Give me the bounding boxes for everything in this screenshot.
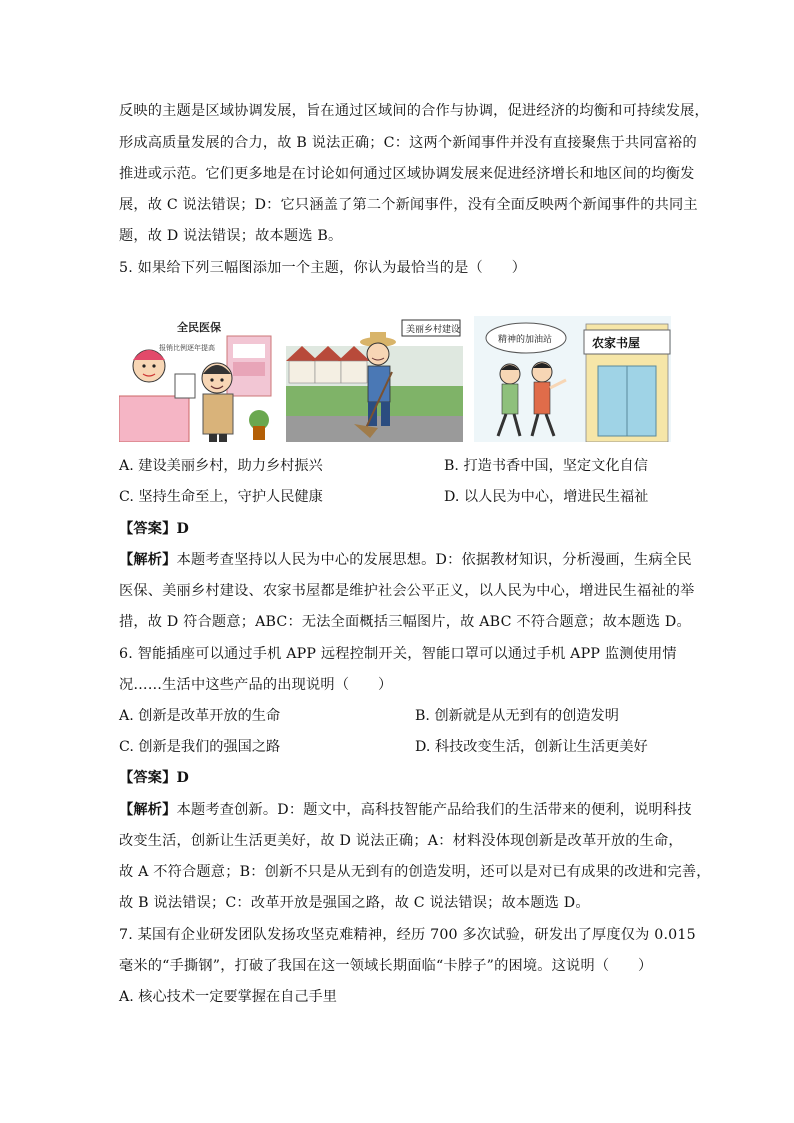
q5-option-a: A. 建设美丽乡村，助力乡村振兴 — [119, 458, 323, 474]
q5-option-b: B. 打造书香中国，坚定文化自信 — [444, 458, 648, 474]
panel3-sign: 农家书屋 — [592, 336, 641, 350]
panel1-title: 全民医保 — [177, 321, 221, 334]
q5-answer: 【答案】D — [119, 521, 190, 537]
q6-option-d: D. 科技改变生活，创新让生活更美好 — [415, 739, 648, 755]
intro-line-3: 推进或示范。它们更多地是在讨论如何通过区域协调发展来促进经济增长和地区间的均衡发 — [119, 166, 695, 182]
cartoon-medical-insurance — [119, 316, 279, 442]
q6-analysis-line-1 — [119, 800, 692, 820]
q5-option-d: D. 以人民为中心，增进民生福祉 — [444, 489, 649, 505]
q6-analysis-text-1: 本题考查创新。D：题文中，高科技智能产品给我们的生活带来的便利，说明科技 — [176, 802, 692, 818]
q5-analysis-line-2: 医保、美丽乡村建设、农家书屋都是维护社会公平正义，以人民为中心，增进民生福祉的举 — [119, 583, 695, 599]
q6-question-line-2: 况……生活中这些产品的出现说明（ ） — [119, 677, 393, 693]
q6-analysis-label: 【解析】 — [119, 802, 177, 818]
intro-line-1: 反映的主题是区域协调发展，旨在通过区域间的合作与协调，促进经济的均衡和可持续发展， — [119, 103, 709, 119]
q5-analysis-line-3: 措，故 D 符合题意；ABC：无法全面概括三幅图片，故 ABC 不符合题意；故本题选 D。 — [119, 614, 691, 630]
q7-question-line-2: 毫米的“手撕钢”，打破了我国在这一领域长期面临“卡脖子”的困境。这说明（ ） — [119, 958, 653, 974]
q6-option-b: B. 创新就是从无到有的创造发明 — [415, 708, 619, 724]
q5-option-c: C. 坚持生命至上，守护人民健康 — [119, 489, 323, 505]
intro-line-2: 形成高质量发展的合力，故 B 说法正确；C：这两个新闻事件并没有直接聚焦于共同富裕的 — [119, 135, 697, 151]
intro-line-5: 题，故 D 说法错误；故本题选 B。 — [119, 228, 343, 244]
q6-analysis-line-2: 改变生活，创新让生活更美好，故 D 说法正确；A：材料没体现创新是改革开放的生命， — [119, 833, 683, 849]
intro-line-4: 展，故 C 说法错误；D：它只涵盖了第二个新闻事件，没有全面反映两个新闻事件的共同主 — [119, 197, 698, 213]
q5-question: 5. 如果给下列三幅图添加一个主题，你认为最恰当的是（ ） — [119, 260, 527, 276]
panel3-bubble: 精神的加油站 — [498, 335, 553, 345]
panel1-sign: 报销比例逐年提高 — [159, 344, 215, 352]
q5-analysis-text-1: 本题考查坚持以人民为中心的发展思想。D：依据教材知识，分析漫画，生病全民 — [176, 552, 692, 568]
q7-option-a: A. 核心技术一定要掌握在自己手里 — [119, 989, 337, 1005]
q6-analysis-line-3: 故 A 不符合题意；B：创新不只是从无到有的创造发明，还可以是对已有成果的改进和完善， — [119, 864, 711, 880]
q5-analysis-label: 【解析】 — [119, 552, 177, 568]
cartoon-beautiful-countryside — [286, 316, 463, 442]
q6-question-line-1: 6. 智能插座可以通过手机 APP 远程控制开关，智能口罩可以通过手机 APP 监测使用情 — [119, 646, 677, 662]
q6-option-c: C. 创新是我们的强国之路 — [119, 739, 281, 755]
cartoon-rural-library — [474, 316, 671, 442]
q6-option-a: A. 创新是改革开放的生命 — [119, 708, 281, 724]
q6-analysis-line-4: 故 B 说法错误；C：改革开放是强国之路，故 C 说法错误；故本题选 D。 — [119, 895, 590, 911]
q5-analysis-line-1 — [119, 550, 692, 570]
q6-answer: 【答案】D — [119, 770, 190, 786]
panel2-sign: 美丽乡村建设 — [406, 325, 461, 335]
q7-question-line-1: 7. 某国有企业研发团队发扬攻坚克难精神，经历 700 多次试验，研发出了厚度仅为 0.015 — [119, 927, 696, 943]
